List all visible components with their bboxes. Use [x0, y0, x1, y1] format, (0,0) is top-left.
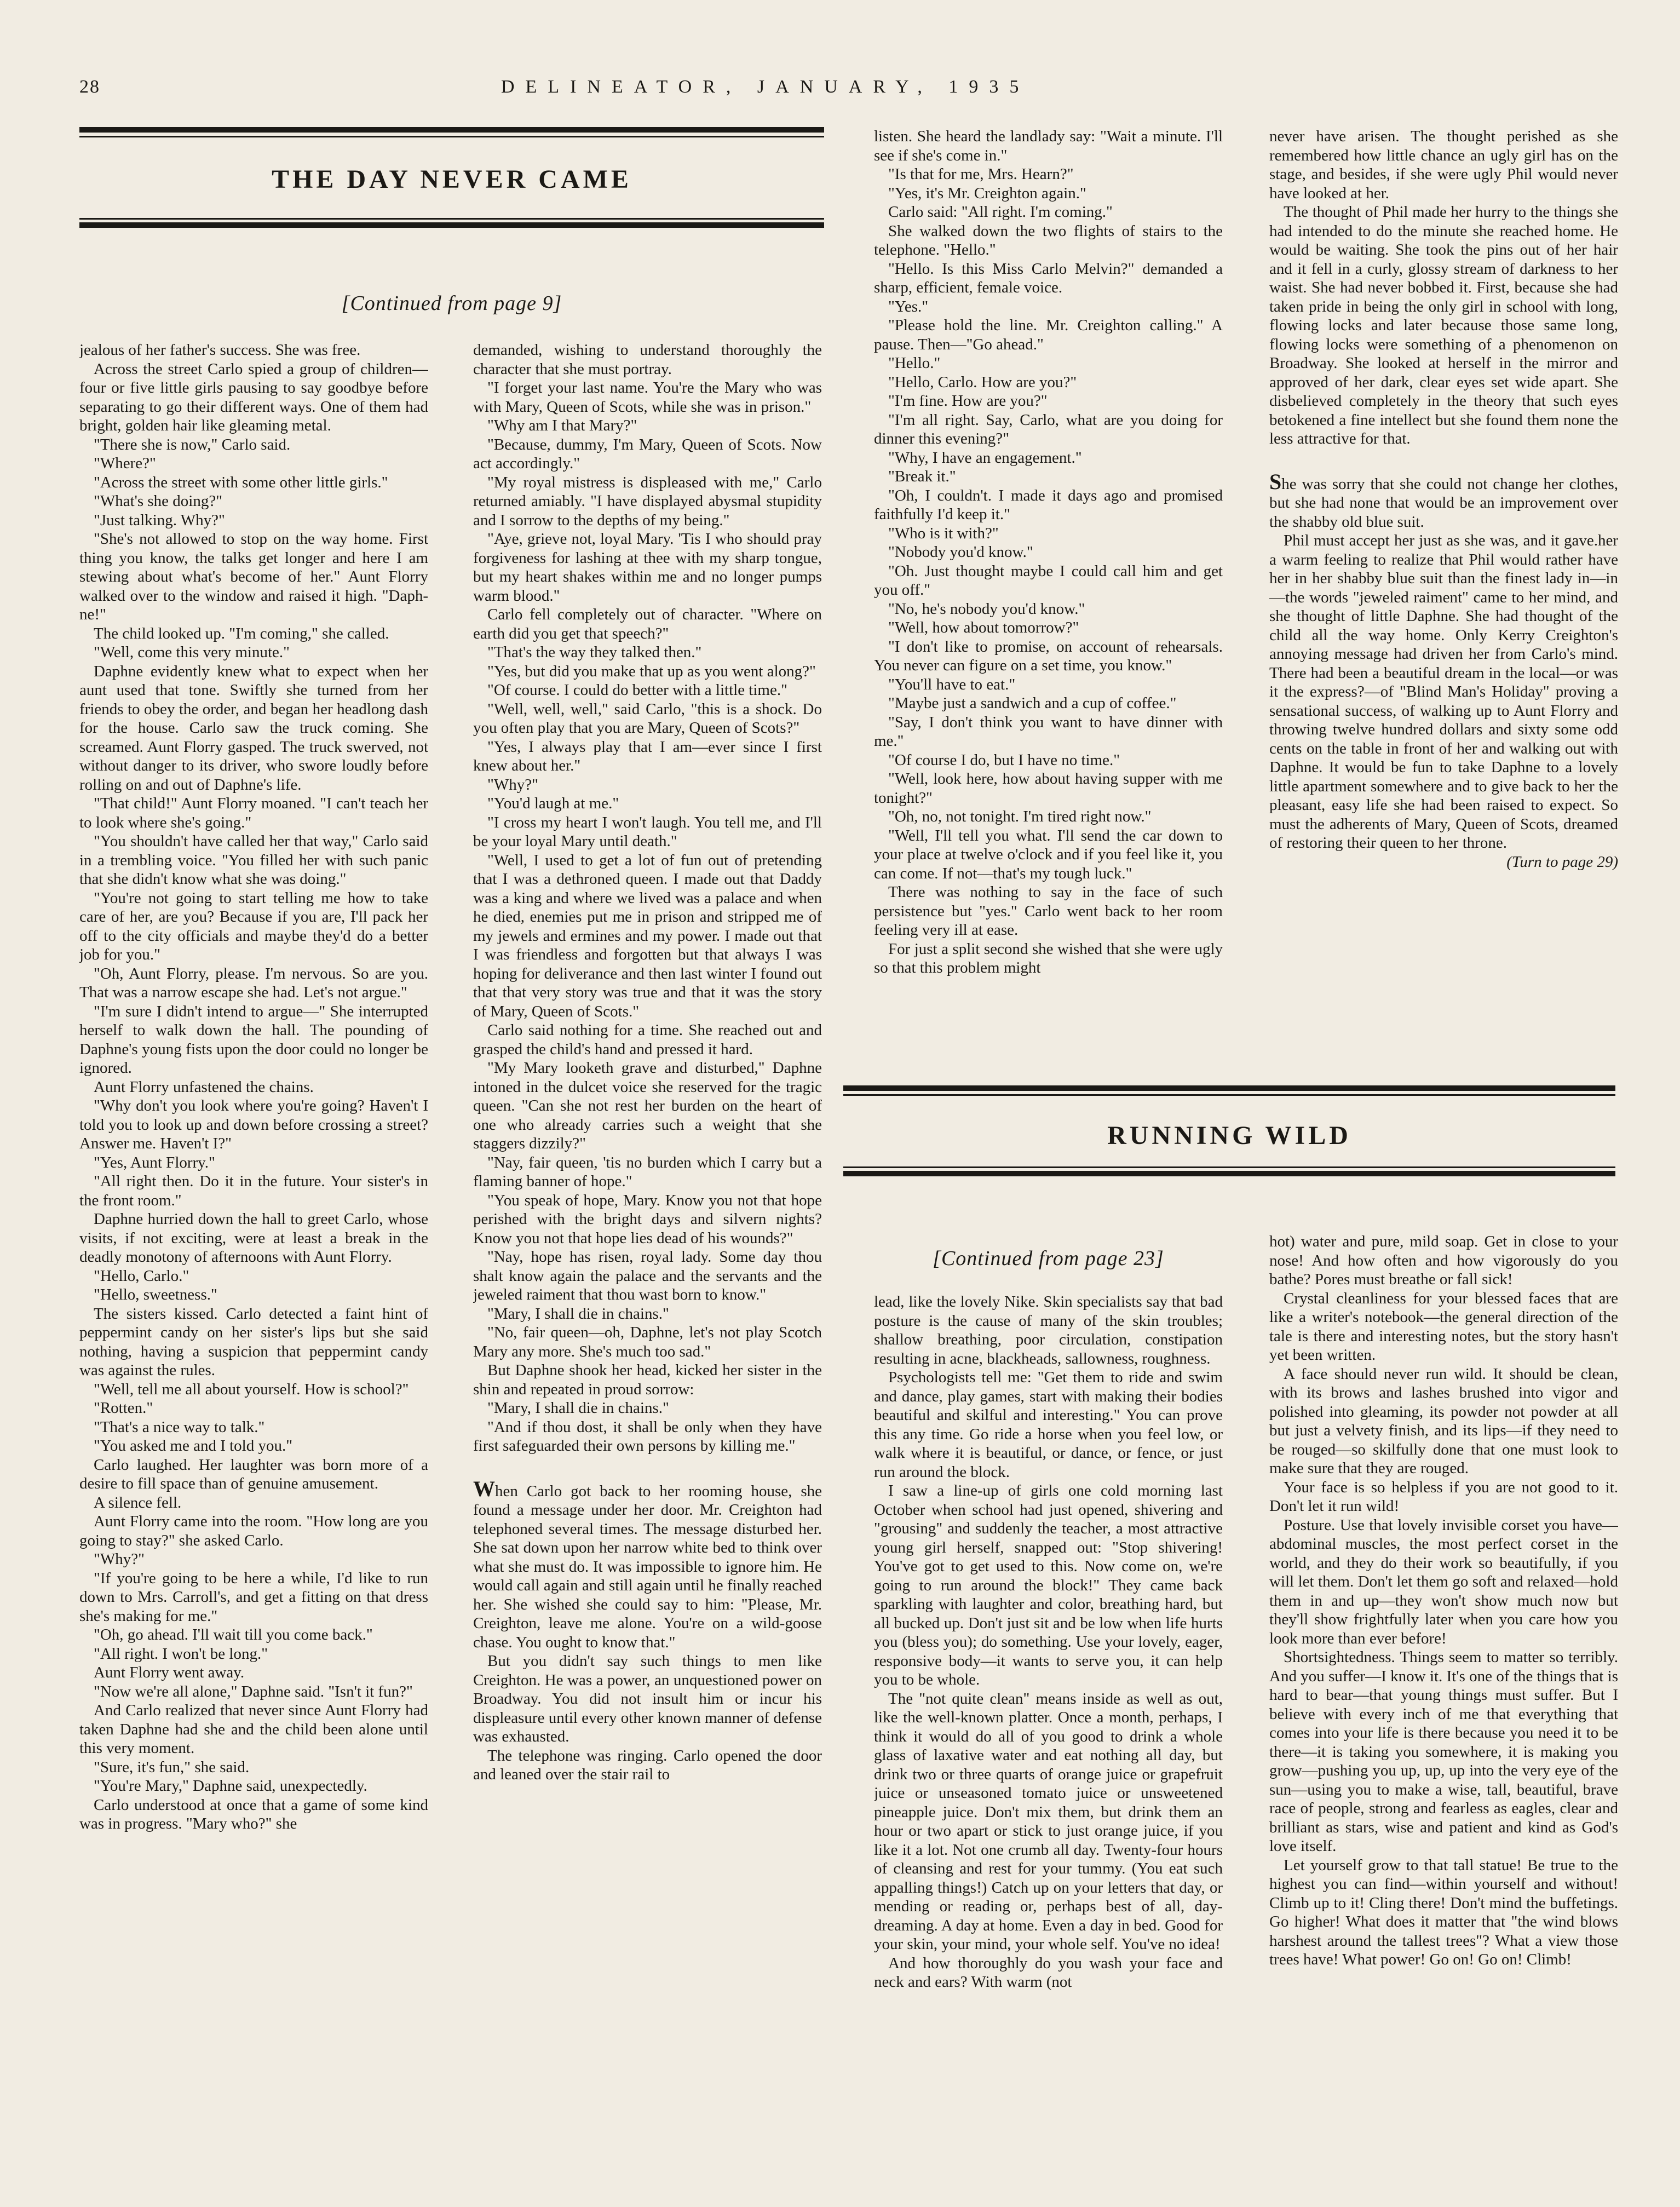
paragraph: "All right. I won't be long." [94, 1645, 268, 1663]
paragraph: "I'm all right. Say, Carlo, what are you doing for dinner this evening?" [874, 411, 1223, 447]
title-rule-bottom [79, 222, 824, 228]
paragraph: Across the street Carlo spied a group of children—four or five little girls pausing to say goodbye before separating to go their different ways. One of them had bright, golden hair like gleaming metal. [79, 360, 428, 434]
paragraph: "I don't like to promise, on account of rehearsals. You never can figure on a set time, you know." [874, 637, 1223, 674]
paragraph: There was nothing to say in the face of such persistence but "yes." Carlo went back to her room feeling very ill at ease. [874, 883, 1223, 939]
paragraph: "Now we're all alone," Daphne said. "Isn't it fun?" [94, 1682, 413, 1700]
paragraph: "Maybe just a sandwich and a cup of coffee." [888, 694, 1177, 712]
story1-column-2 [473, 341, 822, 2148]
paragraph: "Sure, it's fun," she said. [94, 1758, 250, 1776]
paragraph: "Break it." [888, 468, 956, 485]
paragraph: But Daphne shook her head, kicked her sister in the shin and repeated in proud sorrow: [473, 1361, 822, 1398]
paragraph: "Why am I that Mary?" [487, 417, 637, 434]
paragraph: "Yes, I always play that I am—ever since I first knew about her." [473, 738, 822, 774]
paragraph: Carlo fell completely out of character. "Where on earth did you get that speech?" [473, 606, 822, 642]
paragraph: "You'll have to eat." [888, 675, 1016, 693]
paragraph: The telephone was ringing. Carlo opened the door and leaned over the stair rail to [473, 1746, 822, 1783]
paragraph: "What's she doing?" [94, 492, 223, 510]
paragraph: "Well, I used to get a lot of fun out of pretending that I was a dethroned queen. I made out that Daddy was a king and where we lived was a palace and when he died, enemies put me in prison and stripped me of my jewels and ermines and my power. I made out that I was friendless and forgotten but that always I was hoping for deliverance and then last winter I found out that that very story was true and that it was the story of Mary, Queen of Scots." [473, 851, 822, 1020]
paragraph: "You speak of hope, Mary. Know you not that hope perished with the bright days and silvern nights? Know you not that hope lies dead of his wounds?" [473, 1191, 822, 1247]
paragraph: Carlo laughed. Her laughter was born more of a desire to fill space than of genuine amusement. [79, 1456, 428, 1492]
paragraph: "And if thou dost, it shall be only when they have first safeguarded their own persons by killing me." [473, 1418, 822, 1455]
story2-column-2 [1269, 1232, 1618, 2191]
paragraph: Psychologists tell me: "Get them to ride and swim and dance, play games, start with making their bodies beautiful and skilful and interesting." You can prove this any time. Go ride a horse when you feel low, or walk where it is beautiful, or dance, or fence, or just run around the block. [874, 1369, 1223, 1481]
paragraph: "Well, well, well," said Carlo, "this is a shock. Do you often play that you are Mary, Queen of Scots?" [473, 700, 822, 737]
paragraph: "Yes, but did you make that up as you went along?" [487, 662, 816, 680]
paragraph: "Mary, I shall die in chains." [487, 1304, 669, 1323]
paragraph: Aunt Florry unfastened the chains. [94, 1078, 314, 1096]
paragraph: "Well, I'll tell you what. I'll send the car down to your place at twelve o'clock and if you feel like it, you can come. If not—that's my tough luck." [874, 826, 1223, 882]
paragraph: "Why?" [94, 1550, 145, 1568]
paragraph: "Rotten." [94, 1399, 153, 1417]
paragraph: "Well, come this very minute." [94, 643, 290, 661]
paragraph: Daphne hurried down the hall to greet Carlo, whose visits, if not exciting, were at least a break in the deadly monotony of afternoons with Aunt Florry. [79, 1210, 428, 1266]
paragraph: "She's not allowed to stop on the way home. First thing you know, the talks get longer and here I am stewing about what's become of her." Aunt Florry walked over to the window and raised it high. "Daph-ne!" [79, 530, 428, 623]
paragraph: Let yourself grow to that tall statue! Be true to the highest you can find—within yourself and without! Climb up to it! Cling there! Don't mind the buffetings. Go higher! What does it matter that "the wind blows harshest around the tallest trees"? What a view those trees have! What power! Go on! Go on! Climb! [1269, 1856, 1618, 1968]
paragraph: listen. She heard the landlady say: "Wait a minute. I'll see if she's come in." [874, 128, 1223, 164]
paragraph: But you didn't say such things to men like Creighton. He was a power, an unquestioned power on Broadway. You did not insult him or incur his displeasure until every other known manner of defense was exhausted. [473, 1652, 822, 1745]
paragraph: Carlo said: "All right. I'm coming." [888, 203, 1113, 221]
paragraph: The "not quite clean" means inside as well as out, like the well-known platter. Once a month, perhaps, I think it would do all of you good to drink a whole glass of laxative water and eat nothing all day, but drink two or three quarts of orange juice or grapefruit juice or unseasoned tomato juice or unsweetened pineapple juice. Don't mix them, but drink them an hour or two apart or stick to just orange juice, if you like it a lot. Not one crumb all day. Twenty-four hours of cleansing and rest for your tummy. (You eat such appalling things!) Catch up on your letters that day, or mending or reading or, perhaps best of all, day-dreaming. A day at home. Even a day in bed. Good for your skin, your mind, your whole self. You've no idea! [874, 1689, 1223, 1953]
page-number: 28 [79, 77, 100, 97]
masthead: DELINEATOR, JANUARY, 1935 [501, 77, 1030, 97]
paragraph: A face should never run wild. It should be clean, with its brows and lashes brushed into vigor and polished into gleaming, its powder not powder at all but just a velvety finish, and its lips—if they need to be rouged—so skilfully done that one must look to make sure that they are rouged. [1269, 1365, 1618, 1477]
paragraph: "There she is now," Carlo said. [94, 435, 291, 453]
paragraph: "Say, I don't think you want to have dinner with me." [874, 713, 1223, 750]
title-rule-top-thin [79, 136, 824, 137]
paragraph: "You asked me and I told you." [94, 1437, 293, 1455]
paragraph: "Aye, grieve not, loyal Mary. 'Tis I who should pray forgiveness for lashing at thee with my sharp tongue, but my heart shakes within me and no longer pumps warm blood." [473, 530, 822, 605]
story2-rule-bottom [843, 1171, 1615, 1176]
paragraph: "All right then. Do it in the future. Your sister's in the front room." [79, 1173, 428, 1209]
paragraph: "You're Mary," Daphne said, unexpectedly. [94, 1777, 367, 1795]
paragraph: "Oh. Just thought maybe I could call him and get you off." [874, 562, 1223, 599]
story2-rule-top [843, 1085, 1615, 1091]
story2-column-1 [874, 1292, 1223, 2191]
paragraph: She walked down the two flights of stairs to the telephone. "Hello." [874, 222, 1223, 258]
continued-from-page-23: [Continued from page 23] [933, 1247, 1164, 1270]
paragraph: The sisters kissed. Carlo detected a faint hint of peppermint candy on her sister's lips but she said nothing, having a suspicion that peppermint candy was against the rules. [79, 1304, 428, 1379]
paragraph: "Yes, Aunt Florry." [94, 1153, 215, 1171]
paragraph: "Across the street with some other little girls." [94, 473, 388, 491]
paragraph: "Oh, Aunt Florry, please. I'm nervous. So are you. That was a narrow escape she had. Let's not argue." [79, 964, 428, 1001]
paragraph: "My Mary looketh grave and disturbed," Daphne intoned in the dulcet voice she reserved for the tragic queen. "Can she not rest her burden on the heart of one who already carries such a weight that she staggers dizzily?" [473, 1059, 822, 1152]
paragraph: "No, he's nobody you'd know." [888, 600, 1085, 618]
paragraph: Aunt Florry went away. [94, 1664, 245, 1681]
paragraph: The child looked up. "I'm coming," she called. [94, 624, 389, 642]
story2-rule-top-thin [843, 1094, 1615, 1096]
continued-from-page-9: [Continued from page 9] [341, 292, 562, 315]
paragraph: hot) water and pure, mild soap. Get in close to your nose! And how often and how vigorously do you bathe? Pores must breathe or fall sick! [1269, 1233, 1618, 1288]
paragraph: She was sorry that she could not change her clothes, but she had none that would be an improvement over the shabby old blue suit. [1269, 469, 1618, 531]
paragraph: "I'm sure I didn't intend to argue—" She interrupted herself to walk down the hall. The pounding of Daphne's young fists upon the door could no longer be ignored. [79, 1002, 428, 1077]
paragraph: "Well, tell me all about yourself. How is school?" [94, 1380, 409, 1398]
paragraph: "Why don't you look where you're going? Haven't I told you to look up and down before crossing a street? Answer me. Haven't I?" [79, 1097, 428, 1152]
paragraph: "I'm fine. How are you?" [888, 392, 1048, 410]
paragraph: "Oh, no, not tonight. I'm tired right now." [888, 808, 1152, 825]
paragraph: "Why, I have an engagement." [888, 449, 1082, 467]
paragraph: "Who is it with?" [888, 524, 999, 542]
paragraph: Daphne evidently knew what to expect when her aunt used that tone. Swiftly she turned from her friends to obey the order, and began her headlong dash for the house. Carlo saw the truck coming. She screamed. Aunt Florry gasped. The truck swerved, not without danger to its driver, who swore loudly before rolling on and out of Daphne's life. [79, 662, 428, 794]
paragraph: Phil must accept her just as she was, and it gave.her a warm feeling to realize that Phil would rather have her in her shabby blue suit than the finest lady in—in—the words "jeweled raiment" came to her mind, and she thought of little Daphne. She had thought of the child all the way home. Only Kerry Creighton's annoying message had driven her from Carlo's mind. There had been a beautiful dream in the local—or was it the express?—of "Blind Man's Holiday" proving a sensational success, of walking up to Aunt Florry and throwing twelve hundred dollars and sixty some odd cents on the table in front of her and walking out with Daphne. It would be fun to take Daphne to a lovely little apartment somewhere and to give back to her the pleasant, easy life she had been raised to expect. So must the adherents of Mary, Queen of Scots, dreamed of restoring their queen to her throne. [1269, 532, 1618, 852]
paragraph: Posture. Use that lovely invisible corset you have—abdominal muscles, the most perfect corset in the world, and they do their work so beautifully, if you will let them. Don't let them go soft and relaxed—hold them in and up—they won't show much now but they'll show frightfully later when you care how you look more than ever before! [1269, 1516, 1618, 1647]
paragraph: "Well, how about tomorrow?" [888, 619, 1079, 636]
story-title-running-wild: RUNNING WILD [1107, 1121, 1351, 1150]
story2-rule-bottom-thin [843, 1166, 1615, 1168]
paragraph: "Oh, I couldn't. I made it days ago and promised faithfully I'd keep it." [874, 486, 1223, 523]
paragraph: "Yes." [888, 297, 929, 315]
paragraph: For just a split second she wished that she were ugly so that this problem might [874, 940, 1223, 976]
paragraph: "Nobody you'd know." [888, 543, 1033, 561]
paragraph: "That child!" Aunt Florry moaned. "I can't teach her to look where she's going." [79, 795, 428, 831]
paragraph: "Please hold the line. Mr. Creighton calling." A pause. Then—"Go ahead." [874, 317, 1223, 353]
page-header [79, 77, 1607, 110]
paragraph: Carlo said nothing for a time. She reached out and grasped the child's hand and pressed it hard. [473, 1021, 822, 1058]
paragraph: "Yes, it's Mr. Creighton again." [888, 184, 1086, 202]
paragraph: A silence fell. [94, 1493, 182, 1511]
paragraph: Carlo understood at once that a game of some kind was in progress. "Mary who?" she [79, 1796, 428, 1832]
paragraph: "That's the way they talked then." [487, 643, 702, 661]
paragraph: And Carlo realized that never since Aunt Florry had taken Daphne had she and the child been alone until this very moment. [79, 1702, 428, 1757]
paragraph: never have arisen. The thought perished as she remembered how little chance an ugly girl has on the stage, and besides, if she were ugly Phil would never have looked at her. [1269, 128, 1618, 202]
paragraph: lead, like the lovely Nike. Skin specialists say that bad posture is the cause of many of the skin troubles; shallow breathing, poor circulation, constipation resulting in acne, blackheads, sallowness, roughness. [874, 1293, 1223, 1367]
title-rule-top [79, 127, 824, 133]
paragraph: Crystal cleanliness for your blessed faces that are like a writer's notebook—the general direction of the tale is there and interesting notes, but the story hasn't yet been written. [1269, 1289, 1618, 1364]
paragraph: "Nay, fair queen, 'tis no burden which I carry but a flaming banner of hope." [473, 1153, 822, 1190]
paragraph: "Because, dummy, I'm Mary, Queen of Scots. Now act accordingly." [473, 435, 822, 472]
paragraph: "Hello, Carlo." [94, 1267, 189, 1285]
title-rule-bottom-thin [79, 218, 824, 220]
paragraph: "Hello, Carlo. How are you?" [888, 373, 1077, 391]
paragraph: "Hello, sweetness." [94, 1286, 217, 1303]
paragraph: When Carlo got back to her rooming house, she found a message under her door. Mr. Creighton had telephoned several times. The message disturbed her. She sat down upon her narrow white bed to think over what she must do. It was impossible to ignore him. He would call again and still again until he finally reached her. She wished she could say to him: "Please, Mr. Creighton, leave me alone. You're on a wild-goose chase. You ought to know that." [473, 1476, 822, 1651]
paragraph: "Hello." [888, 354, 941, 372]
paragraph: "Well, look here, how about having supper with me tonight?" [874, 770, 1223, 807]
story1-column-4 [1269, 127, 1618, 1107]
paragraph: "Just talking. Why?" [94, 511, 225, 529]
paragraph: "Mary, I shall die in chains." [487, 1399, 669, 1417]
paragraph: (Turn to page 29) [1506, 853, 1618, 871]
paragraph: "Oh, go ahead. I'll wait till you come back." [94, 1626, 373, 1643]
paragraph: "Where?" [94, 455, 156, 472]
paragraph: Your face is so helpless if you are not good to it. Don't let it run wild! [1269, 1478, 1618, 1515]
paragraph: "If you're going to be here a while, I'd like to run down to Mrs. Carroll's, and get a fitting on that dress she's making for me." [79, 1569, 428, 1625]
story1-column-1 [79, 341, 428, 2148]
paragraph: And how thoroughly do you wash your face and neck and ears? With warm (not [874, 1954, 1223, 1991]
paragraph: demanded, wishing to understand thoroughly the character that she must portray. [473, 341, 822, 378]
paragraph: "My royal mistress is displeased with me," Carlo returned amiably. "I have displayed abysmal stupidity and I sorrow to the depths of my being." [473, 473, 822, 529]
story1-column-3 [874, 127, 1223, 1107]
paragraph: "You're not going to start telling me how to take care of her, are you? Because if you are, I'll pack her off to the city officials and maybe they'd do a better job for you." [79, 889, 428, 963]
paragraph: Aunt Florry came into the room. "How long are you going to stay?" she asked Carlo. [79, 1513, 428, 1549]
paragraph: "I cross my heart I won't laugh. You tell me, and I'll be your loyal Mary until death." [473, 813, 822, 850]
paragraph: "Of course I do, but I have no time." [888, 751, 1120, 769]
paragraph: The thought of Phil made her hurry to the things she had intended to do the minute she reached home. He would be waiting. She took the pins out of her hair and it fell in a curly, glossy stream of darkness to her waist. She had never bobbed it. First, because she had taken pride in being the only girl in school with long, flowing locks and later because those same long, flowing locks were something of a phenomenon on Broadway. She looked at herself in the mirror and approved of her dark, clear eyes set wide apart. She disbelieved completely in the theory that such eyes betokened a fine intellect but she found them none the less attractive for that. [1269, 203, 1618, 447]
paragraph: "No, fair queen—oh, Daphne, let's not play Scotch Mary any more. She's much too sad." [473, 1324, 822, 1360]
story-title-day-never-came: THE DAY NEVER CAME [272, 165, 632, 194]
paragraph: "You'd laugh at me." [487, 795, 619, 812]
paragraph: "Of course. I could do better with a little time." [487, 681, 787, 699]
paragraph: "That's a nice way to talk." [94, 1418, 265, 1436]
paragraph: I saw a line-up of girls one cold morning last October when school had just opened, shivering and "grousing" and suddenly the teacher, a most attractive young girl herself, snapped out: "Stop shivering! You've got to get used to this. Now come on, we're going to run around the block!" They came back sparkling with laughter and color, breathing hard, but all bucked up. Don't just sit and be low when life hurts you (bless you); do something. Use your lovely, eager, responsive body—it wants to serve you, it can help you to be whole. [874, 1482, 1223, 1688]
paragraph: "Hello. Is this Miss Carlo Melvin?" demanded a sharp, efficient, female voice. [874, 260, 1223, 296]
paragraph: "Is that for me, Mrs. Hearn?" [888, 165, 1074, 183]
paragraph: "I forget your last name. You're the Mary who was with Mary, Queen of Scots, while she was in prison." [473, 379, 822, 416]
paragraph: "Nay, hope has risen, royal lady. Some day thou shalt know again the palace and the servants and the jeweled raiment that thou wast born to know." [473, 1248, 822, 1303]
paragraph: jealous of her father's success. She was free. [79, 341, 361, 359]
paragraph: "Why?" [487, 775, 538, 794]
paragraph: Shortsightedness. Things seem to matter so terribly. And you suffer—I know it. It's one of the things that is hard to bear—that young things must suffer. But I believe with every inch of me that everything that comes into your life is there because you need it to be there—it is taking you somewhere, it is making you grow—pushing you up, up, up into the very eye of the sun—using you to make a wise, tall, beautiful, brave race of people, strong and fearless as eagles, clear and brilliant as stars, wise and patient and kind as God's love itself. [1269, 1648, 1618, 1855]
paragraph: "You shouldn't have called her that way," Carlo said in a trembling voice. "You filled her with such panic that she didn't know what she was doing." [79, 832, 428, 888]
